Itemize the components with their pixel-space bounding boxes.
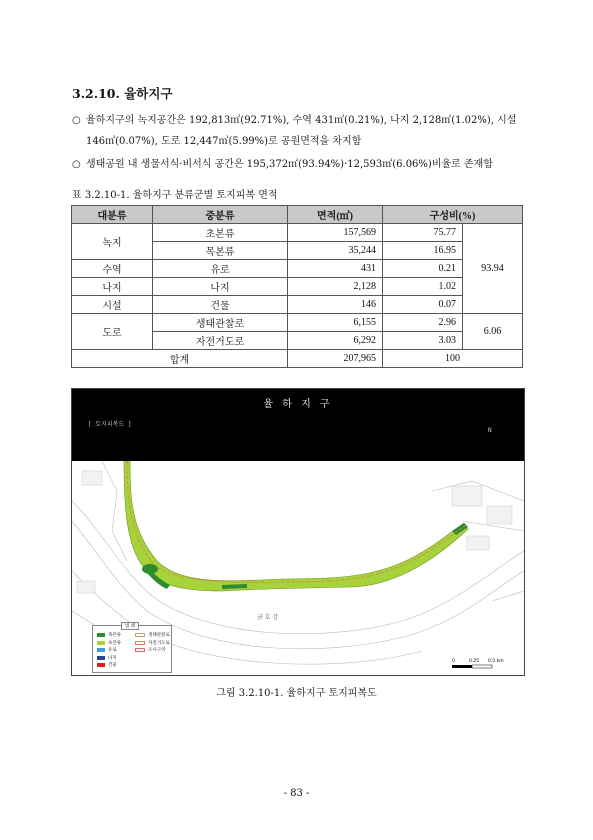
legend-swatch xyxy=(97,663,105,667)
green-blob xyxy=(142,564,158,574)
legend-item xyxy=(97,655,117,661)
section-heading xyxy=(72,84,173,102)
cell-minor: 생태관찰로 xyxy=(153,314,288,332)
cell-major: 수역 xyxy=(72,260,153,278)
bullet-1-line-1: 율하지구의 녹지공간은 192,813㎡(92.71%), 수역 431㎡(0.21%), 나지 2,128㎡(1.02%), 시설 xyxy=(86,115,517,126)
cell-ratio: 3.03 xyxy=(383,332,463,350)
cell-ratio: 0.07 xyxy=(383,296,463,314)
legend-label: 목본류 xyxy=(108,633,122,638)
map-title: 율 하 지 구 xyxy=(263,399,333,410)
bullet-symbol: ○ xyxy=(72,115,81,126)
scale-0: 0 xyxy=(452,659,455,664)
river-label: 금 호 강 xyxy=(257,614,279,621)
background-blocks xyxy=(77,471,512,593)
cell-minor: 목본류 xyxy=(153,242,288,260)
legend-swatch xyxy=(97,656,105,660)
scale-bar xyxy=(452,658,504,668)
cell-area: 431 xyxy=(288,260,383,278)
cell-major: 도로 xyxy=(72,314,153,350)
legend-item xyxy=(135,632,170,638)
legend-title: 범 례 xyxy=(121,622,139,630)
cell-ratio: 16.95 xyxy=(383,242,463,260)
cell-area: 157,569 xyxy=(288,224,383,242)
table-row xyxy=(72,296,523,314)
section-title: 율하지구 xyxy=(124,86,173,101)
legend-item xyxy=(135,640,170,646)
legend-label: 건물 xyxy=(108,663,117,668)
table-row xyxy=(72,260,523,278)
bullet-paragraph-1 xyxy=(72,110,532,152)
cell-minor: 건물 xyxy=(153,296,288,314)
legend-swatch xyxy=(97,633,105,637)
legend-item xyxy=(97,662,117,668)
cell-area: 6,155 xyxy=(288,314,383,332)
cell-minor: 유로 xyxy=(153,260,288,278)
legend-swatch xyxy=(97,648,105,652)
legend-item xyxy=(97,640,121,646)
cell-minor: 나지 xyxy=(153,278,288,296)
section-number: 3.2.10. xyxy=(72,86,120,101)
cell-group-total: 6.06 xyxy=(463,314,523,350)
page-number: - 83 - xyxy=(283,788,310,799)
legend-item xyxy=(97,647,117,653)
legend-swatch xyxy=(135,633,145,637)
table-row xyxy=(72,278,523,296)
header-area: 면적(㎡) xyxy=(288,206,383,224)
north-arrow-icon: N xyxy=(488,427,492,434)
legend-label: 유로 xyxy=(108,648,117,653)
cell-ratio: 0.21 xyxy=(383,260,463,278)
cell-major: 시설 xyxy=(72,296,153,314)
table-row xyxy=(72,224,523,242)
cell-major: 나지 xyxy=(72,278,153,296)
legend-label: 나지 xyxy=(108,655,117,661)
legend-item xyxy=(135,647,165,653)
map-legend xyxy=(92,625,172,673)
land-cover-table xyxy=(71,205,523,368)
legend-item xyxy=(97,632,121,638)
header-ratio: 구성비(%) xyxy=(383,206,523,224)
cell-area: 146 xyxy=(288,296,383,314)
bullet-1-line-2: 146㎡(0.07%), 도로 12,447㎡(5.99%)로 공원면적을 차지함 xyxy=(86,136,362,147)
legend-swatch xyxy=(135,648,145,652)
cell-major: 녹지 xyxy=(72,224,153,260)
cell-minor: 초본류 xyxy=(153,224,288,242)
cell-ratio: 2.96 xyxy=(383,314,463,332)
land-cover-map xyxy=(71,388,525,676)
table-caption: 표 3.2.10-1. 율하지구 분류군별 토지피복 면적 xyxy=(72,190,278,201)
bullet-paragraph-2 xyxy=(72,154,532,175)
table-row xyxy=(72,314,523,332)
legend-label: 자전거도로 xyxy=(148,640,170,646)
cell-ratio: 1.02 xyxy=(383,278,463,296)
figure-caption: 그림 3.2.10-1. 율하지구 토지피복도 xyxy=(216,688,377,699)
scale-05: 0.5 km xyxy=(488,659,504,664)
legend-label: 생태관찰로 xyxy=(148,633,170,638)
cell-area: 6,292 xyxy=(288,332,383,350)
table-header-row xyxy=(72,206,523,224)
cell-area: 2,128 xyxy=(288,278,383,296)
scale-025: 0.25 xyxy=(469,659,480,664)
cell-ratio: 75.77 xyxy=(383,224,463,242)
bullet-2-line-1: 생태공원 내 생물서식·비서식 공간은 195,372㎡(93.94%)·12,593㎡(6.06%)비율로 존재함 xyxy=(86,159,493,170)
cell-minor: 자전거도로 xyxy=(153,332,288,350)
cell-total-label: 합계 xyxy=(72,350,288,368)
map-header-label: [ 토지피복도 ] xyxy=(88,421,132,428)
header-major: 대분류 xyxy=(72,206,153,224)
table-total-row xyxy=(72,350,523,368)
legend-label: 조사구역 xyxy=(148,648,166,653)
park-strip-herbaceous xyxy=(124,461,468,591)
cell-group-total: 93.94 xyxy=(463,224,523,314)
cell-area: 35,244 xyxy=(288,242,383,260)
legend-label: 초본류 xyxy=(108,640,122,646)
legend-swatch xyxy=(97,641,105,645)
bullet-symbol: ○ xyxy=(72,159,81,170)
cell-total-ratio: 100 xyxy=(383,350,523,368)
cell-total-area: 207,965 xyxy=(288,350,383,368)
legend-swatch xyxy=(135,641,145,645)
header-minor: 중분류 xyxy=(153,206,288,224)
